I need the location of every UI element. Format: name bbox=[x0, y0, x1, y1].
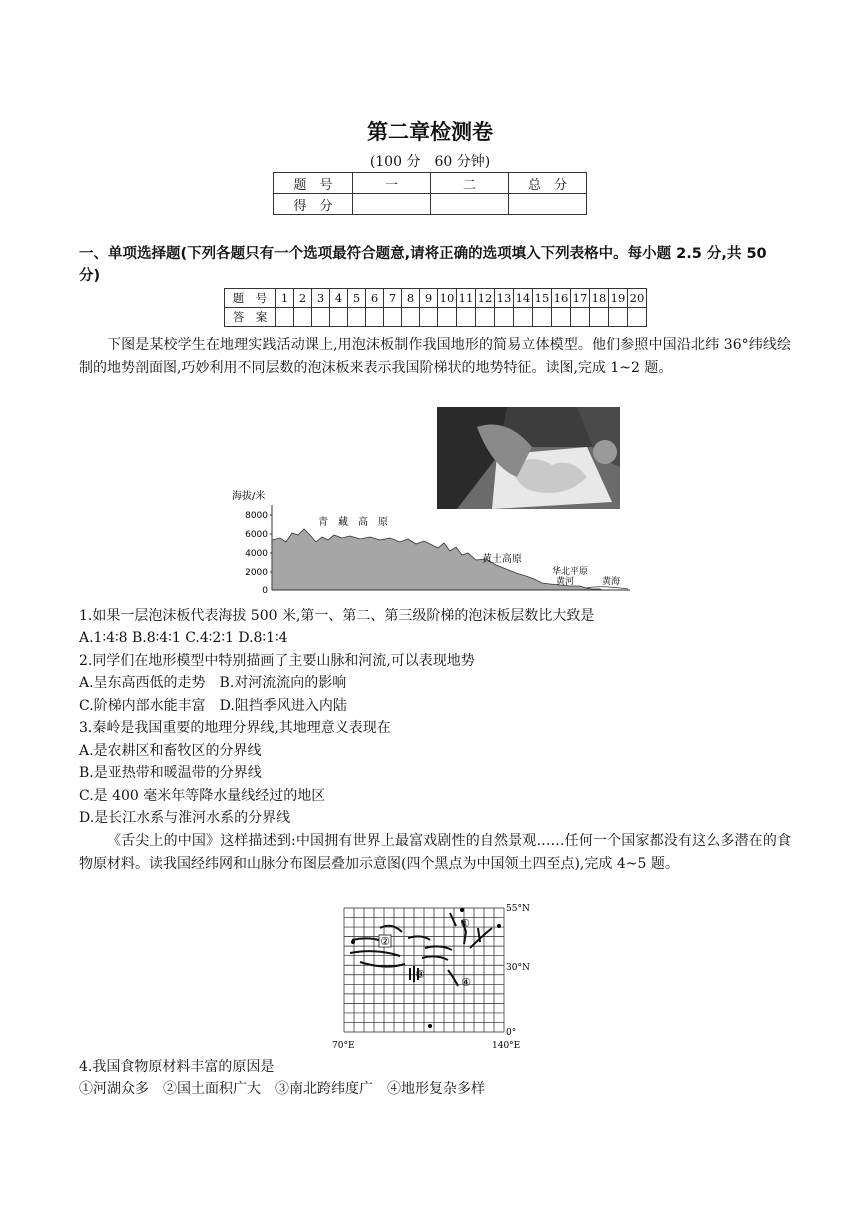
answer-number: 15 bbox=[533, 289, 552, 308]
passage-1: 下图是某校学生在地理实践活动课上,用泡沫板制作我国地形的简易立体模型。他们参照中国沿北纬 36°纬线绘制的地势剖面图,巧妙利用不同层数的泡沫板来表示我国阶梯状的地势特征。读图,完成 1~2 题。 bbox=[79, 337, 791, 376]
question-3-option-d: D.是长江水系与淮河水系的分界线 bbox=[79, 810, 291, 826]
answer-number: 9 bbox=[420, 289, 438, 308]
elevation-profile-chart bbox=[230, 485, 630, 595]
score-cell[interactable] bbox=[431, 194, 509, 215]
answer-number: 10 bbox=[438, 289, 457, 308]
answer-num-label: 题 号 bbox=[225, 289, 276, 308]
marker-4: ④ bbox=[461, 976, 471, 989]
lat-0: 0° bbox=[506, 1028, 517, 1038]
answer-number: 12 bbox=[476, 289, 495, 308]
label-plain: 华北平原 bbox=[552, 567, 589, 577]
answer-number: 4 bbox=[330, 289, 348, 308]
answer-number: 8 bbox=[402, 289, 420, 308]
answer-cell[interactable] bbox=[276, 308, 294, 327]
question-1-stem: 1.如果一层泡沫板代表海拔 500 米,第一、第二、第三级阶梯的泡沫板层数比大致是 bbox=[79, 608, 595, 624]
label-river: 黄河 bbox=[556, 577, 575, 587]
passage-2: 《舌尖上的中国》这样描述到:中国拥有世界上最富戏剧性的自然景观……任何一个国家都没有这么多潜在的食物原材料。读我国经纬网和山脉分布图层叠加示意图(四个黑点为中国领土四至点),完成 4~5 题。 bbox=[79, 833, 791, 872]
answer-number: 20 bbox=[628, 289, 647, 308]
answer-cell[interactable] bbox=[590, 308, 609, 327]
label-sea: 黄海 bbox=[602, 577, 621, 587]
score-label: 题 号 bbox=[274, 173, 353, 194]
marker-2: ② bbox=[380, 935, 390, 948]
answer-cell[interactable] bbox=[533, 308, 552, 327]
answer-cell[interactable] bbox=[420, 308, 438, 327]
answer-number: 11 bbox=[457, 289, 476, 308]
ytick: 8000 bbox=[245, 511, 268, 521]
answer-cell[interactable] bbox=[476, 308, 495, 327]
answer-number: 17 bbox=[571, 289, 590, 308]
answer-number: 18 bbox=[590, 289, 609, 308]
label-plateau: 青 藏 高 原 bbox=[318, 517, 388, 528]
question-1-options: A.1∶4∶8 B.8∶4∶1 C.4∶2∶1 D.8∶1∶4 bbox=[79, 630, 288, 646]
question-4-options: ①河湖众多 ②国土面积广大 ③南北跨纬度广 ④地形复杂多样 bbox=[79, 1081, 485, 1097]
answer-cell[interactable] bbox=[552, 308, 571, 327]
answer-number: 2 bbox=[294, 289, 312, 308]
profile-ylabel: 海拔/米 bbox=[232, 491, 266, 502]
answer-cell[interactable] bbox=[457, 308, 476, 327]
answer-cell[interactable] bbox=[514, 308, 533, 327]
answer-cell[interactable] bbox=[628, 308, 647, 327]
answer-number: 6 bbox=[366, 289, 384, 308]
answer-cell[interactable] bbox=[402, 308, 420, 327]
answer-number: 3 bbox=[312, 289, 330, 308]
answer-cell[interactable] bbox=[438, 308, 457, 327]
answer-cell[interactable] bbox=[348, 308, 366, 327]
score-col-2: 二 bbox=[431, 173, 509, 194]
page-title: 第二章检测卷 bbox=[367, 120, 493, 144]
question-2-options-ab: A.呈东高西低的走势 B.对河流流向的影响 bbox=[79, 675, 347, 691]
question-2-stem: 2.同学们在地形模型中特别描画了主要山脉和河流,可以表现地势 bbox=[79, 653, 475, 669]
lon-140: 140°E bbox=[492, 1041, 521, 1050]
answer-cell[interactable] bbox=[366, 308, 384, 327]
score-col-1: 一 bbox=[353, 173, 431, 194]
answer-cell[interactable] bbox=[384, 308, 402, 327]
answer-cell[interactable] bbox=[495, 308, 514, 327]
score-cell[interactable] bbox=[509, 194, 587, 215]
ytick: 2000 bbox=[245, 568, 268, 578]
score-table bbox=[273, 172, 587, 215]
answer-number: 13 bbox=[495, 289, 514, 308]
answer-cell[interactable] bbox=[294, 308, 312, 327]
answer-number: 1 bbox=[276, 289, 294, 308]
grid-map bbox=[330, 898, 540, 1050]
marker-1: ① bbox=[460, 917, 470, 930]
ytick: 0 bbox=[262, 586, 268, 595]
question-3-option-b: B.是亚热带和暖温带的分界线 bbox=[79, 765, 262, 781]
answer-cell[interactable] bbox=[312, 308, 330, 327]
section-heading: 一、单项选择题(下列各题只有一个选项最符合题意,请将正确的选项填入下列表格中。每小题 2.5 分,共 50 分) bbox=[79, 246, 767, 284]
score-cell[interactable] bbox=[353, 194, 431, 215]
answer-cell[interactable] bbox=[330, 308, 348, 327]
answer-cell[interactable] bbox=[609, 308, 628, 327]
answer-cell[interactable] bbox=[571, 308, 590, 327]
question-3-option-c: C.是 400 毫米年等降水量线经过的地区 bbox=[79, 788, 326, 804]
question-3-option-a: A.是农耕区和畜牧区的分界线 bbox=[79, 743, 262, 759]
answer-row-label: 答 案 bbox=[225, 308, 276, 327]
answer-table bbox=[224, 288, 647, 327]
marker-3: ③ bbox=[415, 968, 425, 981]
lon-70: 70°E bbox=[332, 1041, 355, 1050]
answer-number: 16 bbox=[552, 289, 571, 308]
label-loess: 黄土高原 bbox=[482, 554, 522, 565]
question-2-options-cd: C.阶梯内部水能丰富 D.阻挡季风进入内陆 bbox=[79, 698, 347, 714]
score-col-total: 总 分 bbox=[509, 173, 587, 194]
score-row-label: 得 分 bbox=[274, 194, 353, 215]
question-3-stem: 3.秦岭是我国重要的地理分界线,其地理意义表现在 bbox=[79, 720, 391, 736]
answer-number: 5 bbox=[348, 289, 366, 308]
exam-info: (100 分 60 分钟) bbox=[369, 154, 491, 170]
lat-30: 30°N bbox=[506, 963, 530, 973]
lat-55: 55°N bbox=[506, 904, 530, 914]
ytick: 4000 bbox=[245, 549, 268, 559]
answer-number: 19 bbox=[609, 289, 628, 308]
ytick: 6000 bbox=[245, 530, 268, 540]
answer-number: 7 bbox=[384, 289, 402, 308]
question-4-stem: 4.我国食物原材料丰富的原因是 bbox=[79, 1059, 275, 1075]
answer-number: 14 bbox=[514, 289, 533, 308]
